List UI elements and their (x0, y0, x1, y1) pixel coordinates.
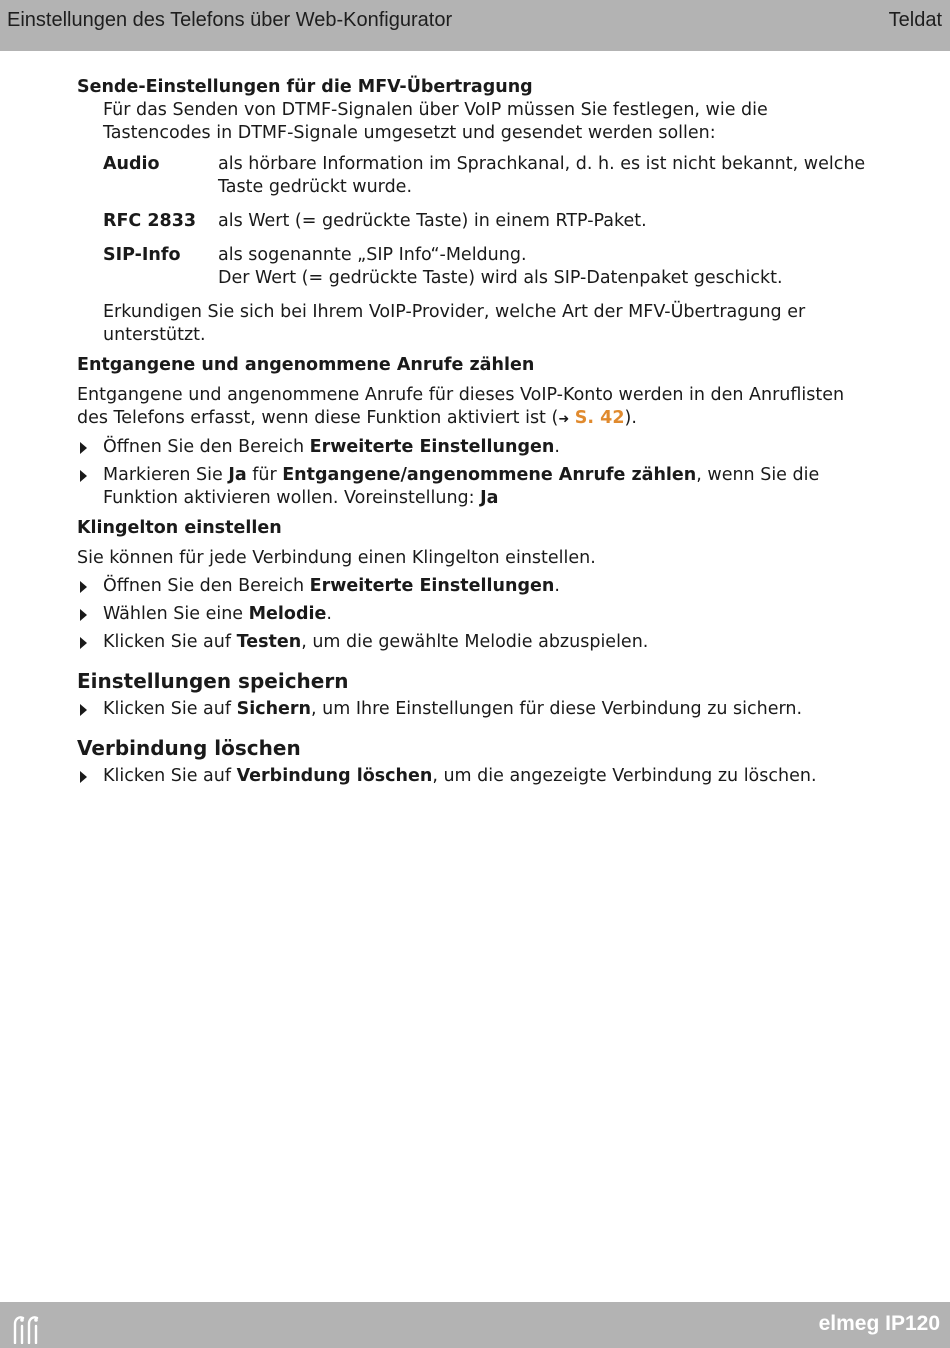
bullet-text: Öffnen Sie den Bereich (103, 437, 310, 457)
bullet-triangle-icon (80, 771, 87, 783)
section-text: Sie können für jede Verbindung einen Klingelton einstellen. (77, 548, 596, 568)
bullet-text: Klicken Sie auf (103, 699, 237, 719)
definition-term: Audio (103, 154, 160, 174)
bullet-bold: Melodie (248, 604, 327, 624)
definition-row (103, 210, 877, 233)
definition-desc-line: Der Wert (= gedrückte Taste) wird als SIP-Datenpaket geschickt. (218, 268, 783, 288)
list-item (77, 603, 877, 626)
page-reference-link[interactable]: S. 42 (574, 408, 625, 428)
bullet-bold: Erweiterte Einstellungen (309, 437, 555, 457)
bullet-triangle-icon (80, 704, 87, 716)
bullet-triangle-icon (80, 470, 87, 482)
section-text-part: ). (624, 408, 637, 428)
bullet-bold: Verbindung löschen (236, 766, 433, 786)
bullet-text: , um die angezeigte Verbindung zu löschen. (432, 766, 817, 786)
section-intro: Für das Senden von DTMF-Signalen über VoIP müssen Sie festlegen, wie die Tastencodes in DTMF-Signale umgesetzt und gesendet werden sollen: (103, 100, 768, 143)
definition-row (103, 153, 877, 199)
bullet-triangle-icon (80, 637, 87, 649)
list-item (77, 436, 877, 459)
header-brand: Teldat (888, 9, 942, 31)
page-header (0, 0, 950, 51)
bullet-triangle-icon (80, 581, 87, 593)
product-name: elmeg IP120 (818, 1312, 940, 1335)
bullet-text: Markieren Sie (103, 465, 229, 485)
list-item (77, 575, 877, 598)
section-title: Entgangene und angenommene Anrufe zählen (77, 355, 535, 375)
section-title: Einstellungen speichern (77, 669, 349, 693)
section-save (77, 670, 877, 721)
definition-desc (218, 244, 877, 290)
bullet-text: Wählen Sie eine (103, 604, 249, 624)
bullet-text: . (326, 604, 332, 624)
bullet-bold: Entgangene/angenommene Anrufe zählen (282, 465, 697, 485)
section-dtmf (77, 76, 877, 347)
list-item (77, 631, 877, 654)
page-content (77, 76, 877, 788)
bullet-text: , um die gewählte Melodie abzuspielen. (301, 632, 649, 652)
section-note: Erkundigen Sie sich bei Ihrem VoIP-Provider, welche Art der MFV-Übertragung er unterstützt. (103, 302, 806, 345)
bullet-bold: Ja (480, 488, 499, 508)
bullet-text: . (554, 437, 560, 457)
definition-term: RFC 2833 (103, 211, 197, 231)
section-ringtone (77, 517, 877, 654)
bullet-text: Klicken Sie auf (103, 766, 237, 786)
header-title: Einstellungen des Telefons über Web-Konfigurator (7, 9, 453, 31)
page-footer (0, 1302, 950, 1348)
list-item (77, 765, 877, 788)
teldat-logo-icon (10, 1310, 42, 1344)
section-text-part: Entgangene und angenommene Anrufe für dieses VoIP-Konto werden in den Anruflisten des Telefons erfasst, wenn diese Funktion aktiviert ist ( (77, 385, 845, 428)
definition-desc: als hörbare Information im Sprachkanal, d. h. es ist nicht bekannt, welche Taste gedrückt wurde. (218, 154, 866, 197)
list-item (77, 464, 877, 510)
list-item (77, 698, 877, 721)
bullet-text: Öffnen Sie den Bereich (103, 576, 310, 596)
bullet-text: , wenn Sie die Funktion aktivieren wollen. Voreinstellung: (103, 465, 820, 508)
section-calls (77, 354, 877, 510)
section-title: Klingelton einstellen (77, 518, 282, 538)
definition-desc: als Wert (= gedrückte Taste) in einem RTP-Paket. (218, 211, 647, 231)
section-title: Sende-Einstellungen für die MFV-Übertragung (77, 77, 533, 97)
bullet-triangle-icon (80, 442, 87, 454)
arrow-right-icon: ➜ (558, 412, 570, 427)
definition-row (103, 244, 877, 290)
section-delete (77, 737, 877, 788)
bullet-text: für (246, 465, 283, 485)
section-title: Verbindung löschen (77, 736, 301, 760)
bullet-triangle-icon (80, 609, 87, 621)
bullet-text: , um Ihre Einstellungen für diese Verbindung zu sichern. (311, 699, 803, 719)
definition-term: SIP-Info (103, 245, 181, 265)
definition-desc-line: als sogenannte „SIP Info“-Meldung. (218, 245, 527, 265)
bullet-bold: Ja (228, 465, 247, 485)
bullet-bold: Testen (236, 632, 302, 652)
bullet-text: . (554, 576, 560, 596)
bullet-text: Klicken Sie auf (103, 632, 237, 652)
bullet-bold: Sichern (236, 699, 311, 719)
bullet-bold: Erweiterte Einstellungen (309, 576, 555, 596)
definition-list (77, 153, 877, 290)
section-text (77, 384, 877, 431)
